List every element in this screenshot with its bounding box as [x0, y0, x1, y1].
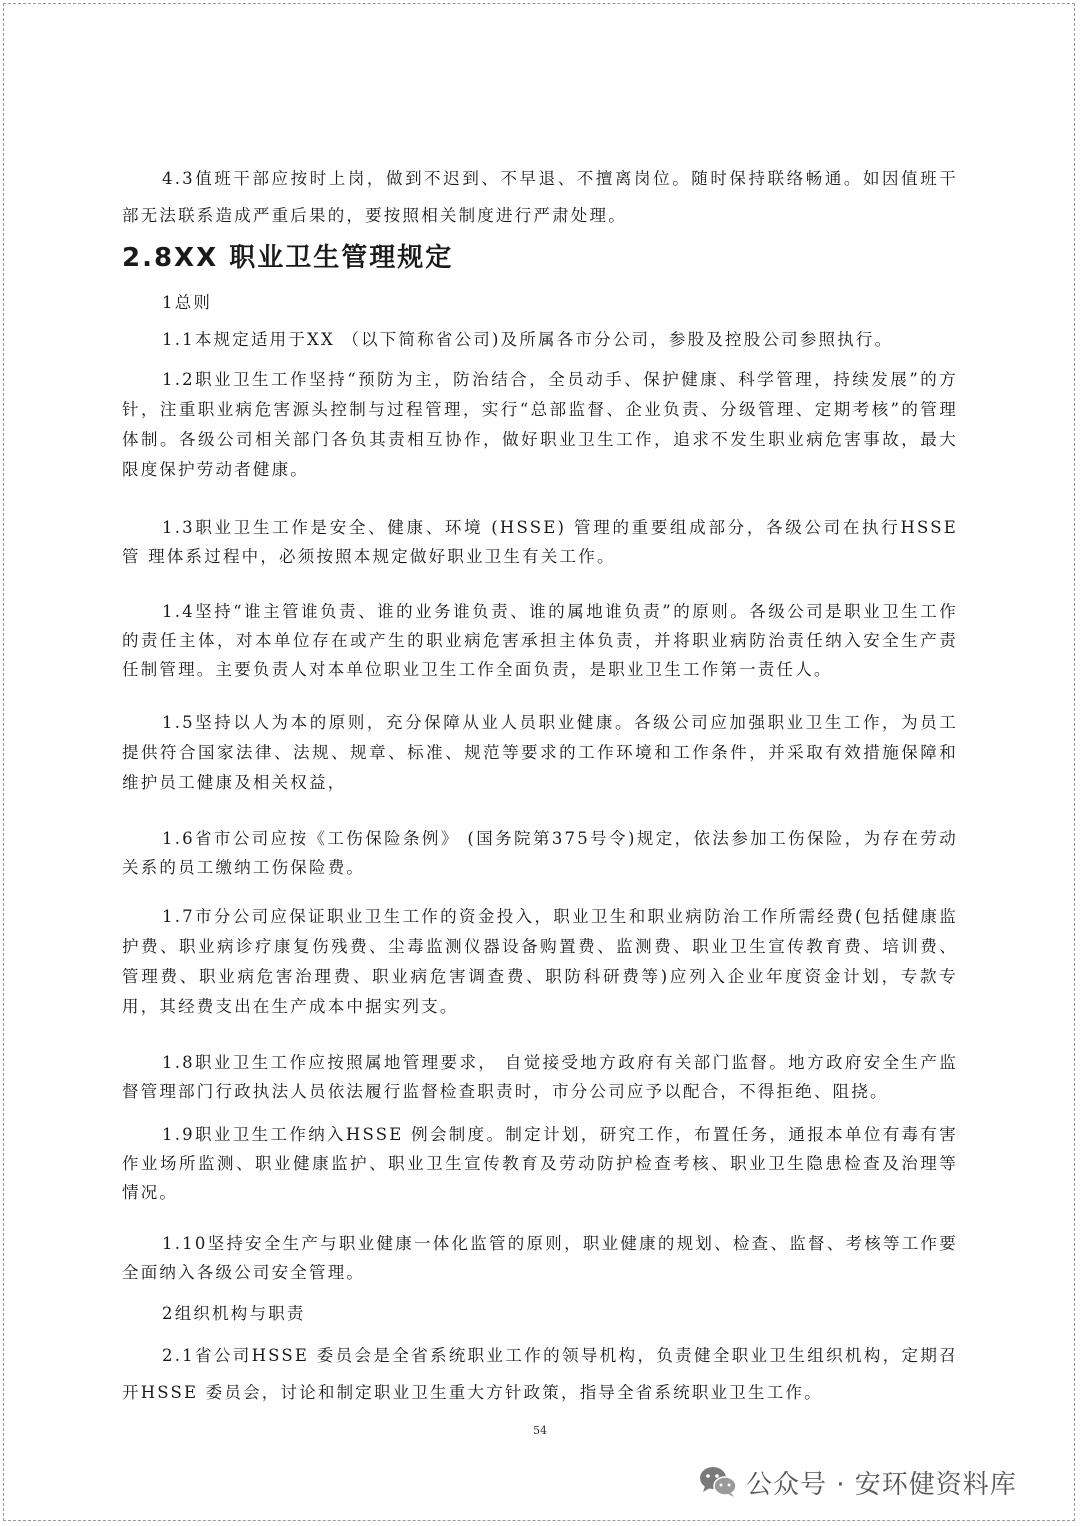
paragraph-1-9: 1.9职业卫生工作纳入HSSE 例会制度。制定计划，研究工作，布置任务，通报本单位有毒有害作业场所监测、职业健康监护、职业卫生宣传教育及劳动防护检查考核、职业卫生隐患检查及治理等情况。 [122, 1125, 958, 1202]
watermark-text: 公众号 · 安环健资料库 [746, 1469, 1017, 1500]
paragraph-section-2: 2组织机构与职责 [162, 1304, 306, 1323]
paragraph-1-5: 1.5坚持以人为本的原则，充分保障从业人员职业健康。各级公司应加强职业卫生工作，为员工提供符合国家法律、法规、规章、标准、规范等要求的工作环境和工作条件，并采取有效措施保障和维护员工健康及相关权益， [122, 713, 958, 792]
paragraph-1-3: 1.3职业卫生工作是安全、健康、环境 (HSSE) 管理的重要组成部分，各级公司在执行HSSE 管 理体系过程中，必须按照本规定做好职业卫生有关工作。 [122, 518, 958, 566]
document-body [122, 160, 958, 1411]
paragraph-1-6: 1.6省市公司应按《工伤保险条例》 (国务院第375号令)规定，依法参加工伤保险，为存在劳动关系的员工缴纳工伤保险费。 [122, 829, 958, 877]
paragraph-1-2: 1.2职业卫生工作坚持“预防为主，防治结合，全员动手、保护健康、科学管理，持续发展”的方针，注重职业病危害源头控制与过程管理，实行“总部监督、企业负责、分级管理、定期考核”的管理体制。各级公司相关部门各负其责相互协作，做好职业卫生工作，追求不发生职业病危害事故，最大限度保护劳动者健康。 [122, 370, 958, 479]
paragraph-general: 1总则 [162, 293, 213, 312]
paragraph-1-8: 1.8职业卫生工作应按照属地管理要求， 自觉接受地方政府有关部门监督。地方政府安全生产监督管理部门行政执法人员依法履行监督检查职责时，市分公司应予以配合，不得拒绝、阻挠。 [122, 1053, 958, 1101]
paragraph-1-1: 1.1本规定适用于XX （以下简称省公司)及所属各市分公司，参股及控股公司参照执行。 [162, 330, 894, 349]
wechat-icon [698, 1465, 738, 1499]
paragraph-1-7: 1.7市分公司应保证职业卫生工作的资金投入，职业卫生和职业病防治工作所需经费(包括健康监护费、职业病诊疗康复伤残费、尘毒监测仪器设备购置费、监测费、职业卫生宣传教育费、培训费、管理费、职业病危害治理费、职业病危害调查费、职防科研费等)应列入企业年度资金计划，专款专用，其经费支出在生产成本中据实列支。 [122, 907, 958, 1016]
watermark [698, 1460, 1017, 1504]
page-number: 54 [533, 1424, 547, 1437]
top-paragraph: 4.3值班干部应按时上岗，做到不迟到、不早退、不擅离岗位。随时保持联络畅通。如因值班干部无法联系造成严重后果的，要按照相关制度进行严肃处理。 [122, 169, 958, 225]
paragraph-2-1: 2.1省公司HSSE 委员会是全省系统职业工作的领导机构，负责健全职业卫生组织机构，定期召开HSSE 委员会，讨论和制定职业卫生重大方针政策，指导全省系统职业卫生工作。 [122, 1346, 958, 1402]
paragraph-1-10: 1.10坚持安全生产与职业健康一体化监管的原则，职业健康的规划、检查、监督、考核等工作要全面纳入各级公司安全管理。 [122, 1234, 958, 1282]
section-heading: 2.8XX 职业卫生管理规定 [122, 243, 454, 273]
paragraph-1-4: 1.4坚持“谁主管谁负责、谁的业务谁负责、谁的属地谁负责”的原则。各级公司是职业卫生工作的责任主体，对本单位存在或产生的职业病危害承担主体负责，并将职业病防治责任纳入安全生产责任制管理。主要负责人对本单位职业卫生工作全面负责，是职业卫生工作第一责任人。 [122, 602, 958, 679]
